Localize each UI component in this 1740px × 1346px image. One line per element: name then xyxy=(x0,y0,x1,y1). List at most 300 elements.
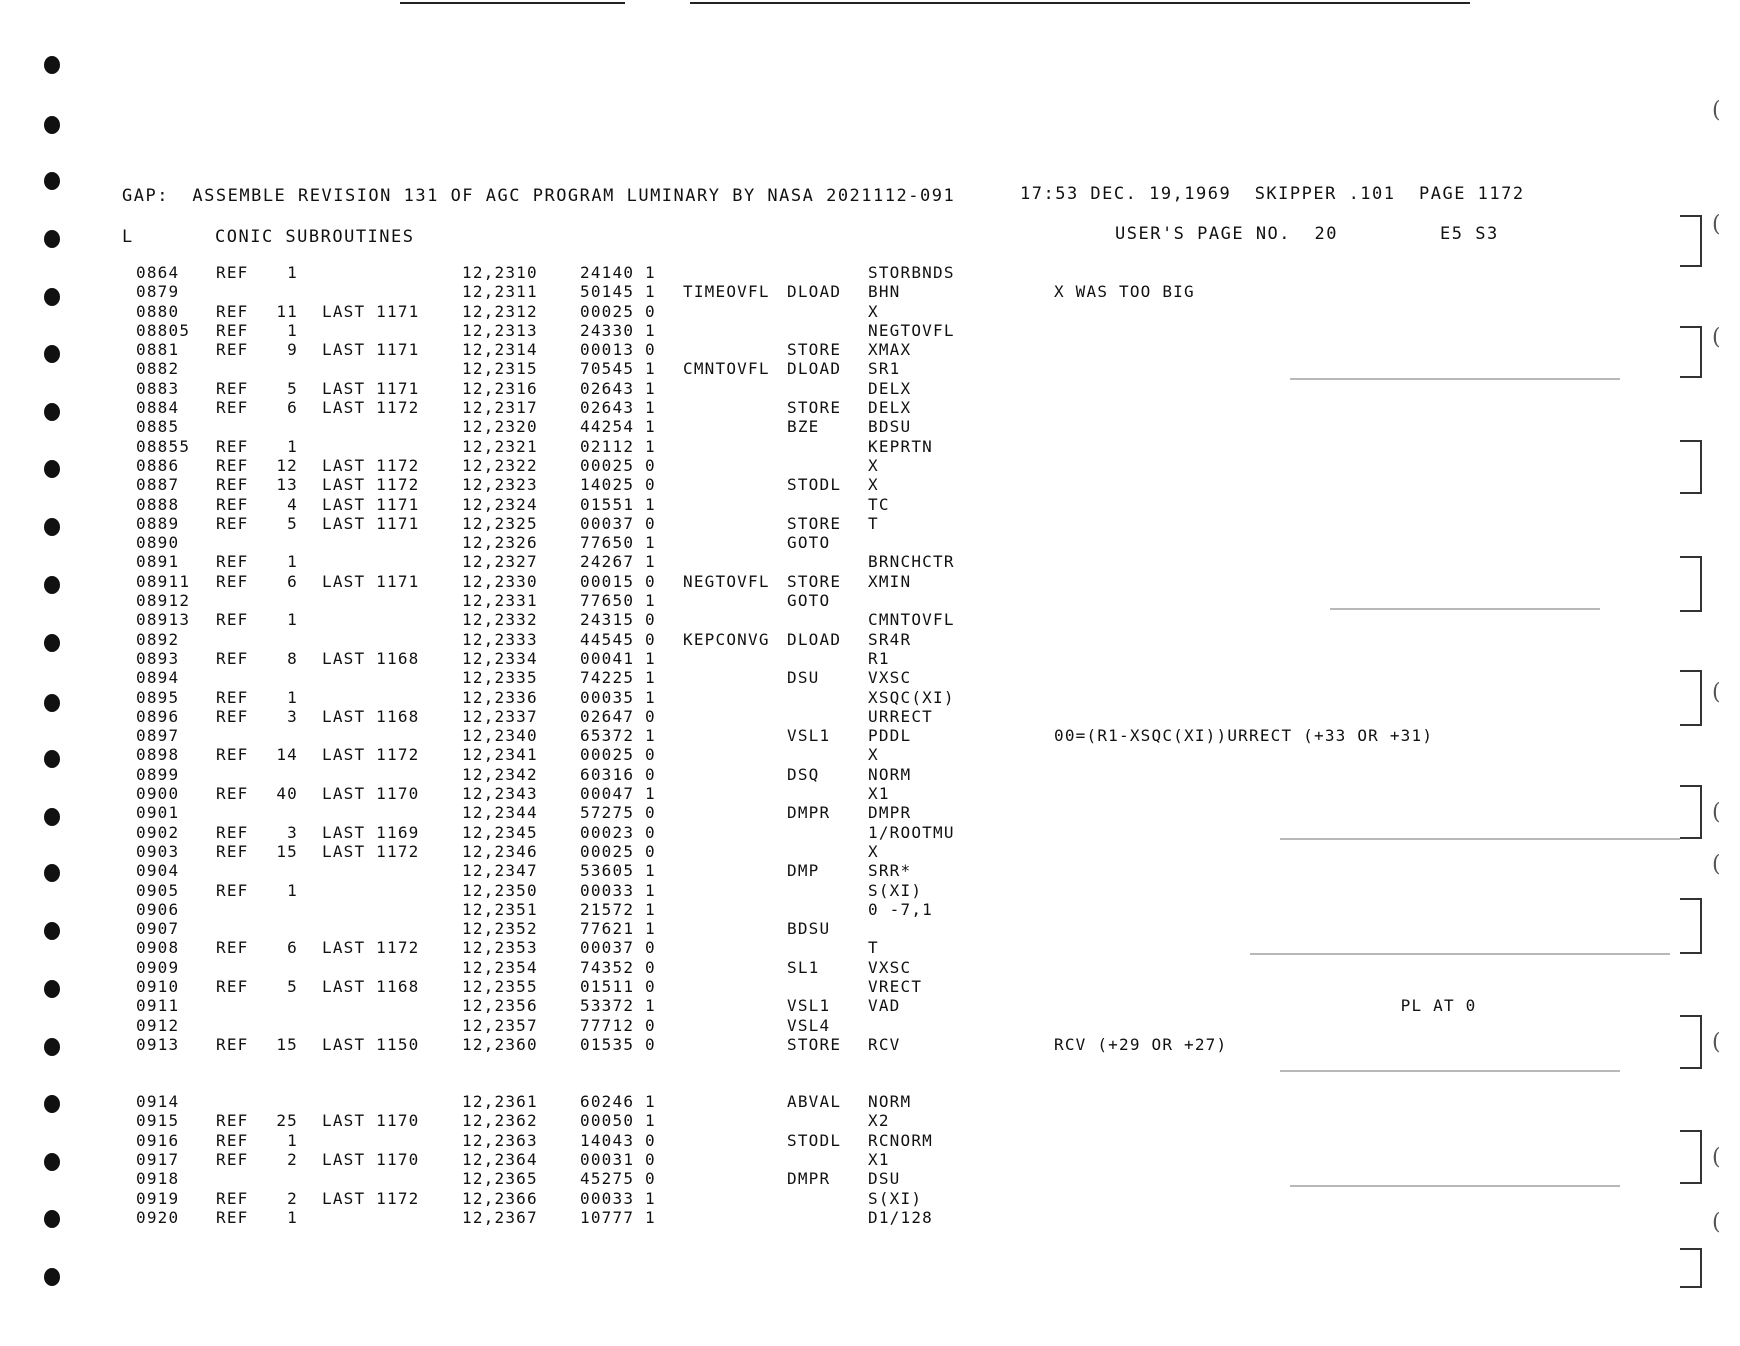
listing-row xyxy=(0,263,1740,282)
line-number: 08913 xyxy=(136,610,191,630)
line-number: 0918 xyxy=(136,1169,180,1189)
ref-marker: REF xyxy=(216,513,249,533)
operand: STORBNDS xyxy=(868,263,955,282)
line-number: 08805 xyxy=(136,320,191,340)
octal-word: 24267 1 xyxy=(580,552,656,572)
listing-row xyxy=(0,302,1740,321)
line-number: 0897 xyxy=(136,726,180,746)
address: 12,2355 xyxy=(462,976,538,996)
address: 12,2341 xyxy=(462,745,538,765)
operand: D1/128 xyxy=(868,1207,933,1227)
opcode: BDSU xyxy=(787,919,831,939)
opcode: STODL xyxy=(787,475,842,495)
operand: SRR* xyxy=(868,861,912,881)
line-number: 0903 xyxy=(136,841,180,861)
listing-row xyxy=(0,572,1740,591)
octal-word: 00037 0 xyxy=(580,513,656,533)
last-ref: LAST 1168 xyxy=(322,706,420,726)
address: 12,2365 xyxy=(462,1169,538,1189)
listing-row xyxy=(0,340,1740,359)
sprocket-hole xyxy=(44,1268,60,1286)
ref-marker: REF xyxy=(216,494,249,514)
listing-row xyxy=(0,745,1740,764)
octal-word: 45275 0 xyxy=(580,1169,656,1189)
operand: XMIN xyxy=(868,571,912,591)
listing-row xyxy=(0,514,1740,533)
octal-word: 00033 1 xyxy=(580,1188,656,1208)
ref-count: 8 xyxy=(287,648,298,668)
listing-row xyxy=(0,765,1740,784)
symbol-label: TIMEOVFL xyxy=(683,282,770,302)
operand: SR4R xyxy=(868,629,912,649)
listing-row xyxy=(0,996,1740,1015)
line-number: 08855 xyxy=(136,436,191,456)
assembly-listing xyxy=(0,263,1740,1227)
operand: X xyxy=(868,745,879,765)
listing-row xyxy=(0,379,1740,398)
line-number: 0886 xyxy=(136,455,180,475)
listing-row xyxy=(0,649,1740,668)
line-number: 0905 xyxy=(136,880,180,900)
line-number: 0889 xyxy=(136,513,180,533)
operand: XMAX xyxy=(868,340,912,360)
operand: RCV xyxy=(868,1034,901,1054)
opcode: SL1 xyxy=(787,957,820,977)
last-ref: LAST 1172 xyxy=(322,455,420,475)
operand: S(XI) xyxy=(868,1188,923,1208)
opcode: STORE xyxy=(787,340,842,360)
listing-row xyxy=(0,282,1740,301)
operand: PDDL xyxy=(868,726,912,746)
operand: VRECT xyxy=(868,976,923,996)
ref-marker: REF xyxy=(216,822,249,842)
line-number: 08912 xyxy=(136,591,191,611)
operand: X xyxy=(868,841,879,861)
listing-row xyxy=(0,784,1740,803)
octal-word: 00025 0 xyxy=(580,455,656,475)
ref-marker: REF xyxy=(216,648,249,668)
octal-word: 00041 1 xyxy=(580,648,656,668)
listing-row xyxy=(0,321,1740,340)
ref-marker: REF xyxy=(216,706,249,726)
address: 12,2352 xyxy=(462,919,538,939)
address: 12,2337 xyxy=(462,706,538,726)
listing-row xyxy=(0,977,1740,996)
address: 12,2332 xyxy=(462,610,538,630)
last-ref: LAST 1168 xyxy=(322,976,420,996)
address: 12,2343 xyxy=(462,784,538,804)
line-number: 0911 xyxy=(136,996,180,1016)
line-number: 0887 xyxy=(136,475,180,495)
ref-count: 5 xyxy=(287,378,298,398)
operand: X xyxy=(868,455,879,475)
octal-word: 01535 0 xyxy=(580,1034,656,1054)
opcode: STORE xyxy=(787,398,842,418)
octal-word: 74352 0 xyxy=(580,957,656,977)
operand: CMNTOVFL xyxy=(868,610,955,630)
opcode: VSL1 xyxy=(787,996,831,1016)
listing-row xyxy=(0,1111,1740,1130)
line-number: 0882 xyxy=(136,359,180,379)
ref-count: 1 xyxy=(287,880,298,900)
opcode: DSU xyxy=(787,668,820,688)
operand: NORM xyxy=(868,764,912,784)
line-number: 0898 xyxy=(136,745,180,765)
listing-row xyxy=(0,688,1740,707)
edge-mark: ( xyxy=(1712,98,1721,123)
listing-row xyxy=(0,1150,1740,1169)
ref-count: 25 xyxy=(276,1111,298,1131)
octal-word: 77621 1 xyxy=(580,919,656,939)
line-number: 0904 xyxy=(136,861,180,881)
address: 12,2327 xyxy=(462,552,538,572)
line-number: 0916 xyxy=(136,1130,180,1150)
address: 12,2363 xyxy=(462,1130,538,1150)
operand: X1 xyxy=(868,1150,890,1170)
listing-row xyxy=(0,1035,1740,1054)
opcode: GOTO xyxy=(787,533,831,553)
address: 12,2331 xyxy=(462,591,538,611)
ref-count: 1 xyxy=(287,552,298,572)
address: 12,2367 xyxy=(462,1207,538,1227)
opcode: DLOAD xyxy=(787,359,842,379)
opcode: DMPR xyxy=(787,803,831,823)
last-ref: LAST 1171 xyxy=(322,378,420,398)
address: 12,2334 xyxy=(462,648,538,668)
octal-word: 57275 0 xyxy=(580,803,656,823)
listing-row xyxy=(0,1092,1740,1111)
octal-word: 01551 1 xyxy=(580,494,656,514)
operand: BHN xyxy=(868,282,901,302)
line-number: 0891 xyxy=(136,552,180,572)
ref-count: 15 xyxy=(276,841,298,861)
ref-count: 1 xyxy=(287,263,298,282)
ref-count: 12 xyxy=(276,455,298,475)
octal-word: 00013 0 xyxy=(580,340,656,360)
octal-word: 70545 1 xyxy=(580,359,656,379)
address: 12,2366 xyxy=(462,1188,538,1208)
octal-word: 50145 1 xyxy=(580,282,656,302)
listing-row xyxy=(0,919,1740,938)
ref-marker: REF xyxy=(216,784,249,804)
address: 12,2344 xyxy=(462,803,538,823)
operand: DMPR xyxy=(868,803,912,823)
listing-row xyxy=(0,726,1740,745)
address: 12,2330 xyxy=(462,571,538,591)
address: 12,2316 xyxy=(462,378,538,398)
listing-row xyxy=(0,938,1740,957)
address: 12,2310 xyxy=(462,263,538,282)
address: 12,2335 xyxy=(462,668,538,688)
octal-word: 00050 1 xyxy=(580,1111,656,1131)
last-ref: LAST 1172 xyxy=(322,1188,420,1208)
ref-count: 2 xyxy=(287,1150,298,1170)
line-number: 0917 xyxy=(136,1150,180,1170)
line-number: 0915 xyxy=(136,1111,180,1131)
address: 12,2325 xyxy=(462,513,538,533)
comment: 00=(R1-XSQC(XI))URRECT (+33 OR +31) xyxy=(1054,726,1434,746)
ref-marker: REF xyxy=(216,1150,249,1170)
opcode: DLOAD xyxy=(787,629,842,649)
last-ref: LAST 1171 xyxy=(322,513,420,533)
last-ref: LAST 1150 xyxy=(322,1034,420,1054)
octal-word: 60316 0 xyxy=(580,764,656,784)
operand: S(XI) xyxy=(868,880,923,900)
address: 12,2321 xyxy=(462,436,538,456)
listing-row xyxy=(0,1189,1740,1208)
address: 12,2346 xyxy=(462,841,538,861)
address: 12,2350 xyxy=(462,880,538,900)
ref-count: 3 xyxy=(287,822,298,842)
line-number: 0901 xyxy=(136,803,180,823)
octal-word: 00023 0 xyxy=(580,822,656,842)
octal-word: 53605 1 xyxy=(580,861,656,881)
address: 12,2333 xyxy=(462,629,538,649)
header-title: GAP: ASSEMBLE REVISION 131 OF AGC PROGRAM LUMINARY BY NASA 2021112-091 xyxy=(122,186,956,206)
ref-count: 6 xyxy=(287,398,298,418)
sprocket-hole xyxy=(44,116,60,134)
listing-row xyxy=(0,707,1740,726)
listing-row xyxy=(0,552,1740,571)
operand: NORM xyxy=(868,1092,912,1112)
address: 12,2354 xyxy=(462,957,538,977)
operand: 0 -7,1 xyxy=(868,899,933,919)
opcode: BZE xyxy=(787,417,820,437)
listing-row xyxy=(0,803,1740,822)
line-number: 0914 xyxy=(136,1092,180,1112)
operand: X2 xyxy=(868,1111,890,1131)
edge-mark: ( xyxy=(1712,680,1721,705)
last-ref: LAST 1170 xyxy=(322,784,420,804)
octal-word: 02112 1 xyxy=(580,436,656,456)
line-number: 0895 xyxy=(136,687,180,707)
ref-marker: REF xyxy=(216,455,249,475)
opcode: DSQ xyxy=(787,764,820,784)
operand: BDSU xyxy=(868,417,912,437)
opcode: STORE xyxy=(787,513,842,533)
opcode: DMPR xyxy=(787,1169,831,1189)
opcode: DMP xyxy=(787,861,820,881)
address: 12,2356 xyxy=(462,996,538,1016)
ref-marker: REF xyxy=(216,571,249,591)
octal-word: 24315 0 xyxy=(580,610,656,630)
listing-row xyxy=(0,533,1740,552)
octal-word: 14043 0 xyxy=(580,1130,656,1150)
listing-row xyxy=(0,842,1740,861)
comment: RCV (+29 OR +27) xyxy=(1054,1034,1228,1054)
edge-mark: ( xyxy=(1712,1145,1721,1170)
operand: 1/ROOTMU xyxy=(868,822,955,842)
line-number: 0919 xyxy=(136,1188,180,1208)
operand: DELX xyxy=(868,378,912,398)
listing-row xyxy=(0,1169,1740,1188)
ref-marker: REF xyxy=(216,687,249,707)
ref-count: 3 xyxy=(287,706,298,726)
ref-count: 5 xyxy=(287,513,298,533)
address: 12,2336 xyxy=(462,687,538,707)
last-ref: LAST 1170 xyxy=(322,1111,420,1131)
operand: RCNORM xyxy=(868,1130,933,1150)
ref-marker: REF xyxy=(216,552,249,572)
opcode: STODL xyxy=(787,1130,842,1150)
operand: DELX xyxy=(868,398,912,418)
edge-mark: ( xyxy=(1712,800,1721,825)
opcode: VSL4 xyxy=(787,1015,831,1035)
address: 12,2340 xyxy=(462,726,538,746)
ref-count: 1 xyxy=(287,1130,298,1150)
line-number: 0885 xyxy=(136,417,180,437)
line-number: 0910 xyxy=(136,976,180,996)
address: 12,2364 xyxy=(462,1150,538,1170)
octal-word: 00035 1 xyxy=(580,687,656,707)
ref-marker: REF xyxy=(216,320,249,340)
line-number: 0864 xyxy=(136,263,180,282)
operand: T xyxy=(868,513,879,533)
listing-row xyxy=(0,668,1740,687)
ref-count: 1 xyxy=(287,320,298,340)
line-number: 0883 xyxy=(136,378,180,398)
octal-word: 65372 1 xyxy=(580,726,656,746)
address: 12,2360 xyxy=(462,1034,538,1054)
line-number: 0879 xyxy=(136,282,180,302)
listing-row xyxy=(0,1131,1740,1150)
opcode: DLOAD xyxy=(787,282,842,302)
ref-marker: REF xyxy=(216,745,249,765)
address: 12,2362 xyxy=(462,1111,538,1131)
listing-row xyxy=(0,861,1740,880)
listing-row xyxy=(0,437,1740,456)
ref-count: 14 xyxy=(276,745,298,765)
octal-word: 74225 1 xyxy=(580,668,656,688)
ref-marker: REF xyxy=(216,1188,249,1208)
octal-word: 00047 1 xyxy=(580,784,656,804)
ref-count: 15 xyxy=(276,1034,298,1054)
ref-marker: REF xyxy=(216,301,249,321)
sprocket-hole xyxy=(44,56,60,74)
listing-row xyxy=(0,359,1740,378)
listing-row xyxy=(0,900,1740,919)
listing-row xyxy=(0,630,1740,649)
top-rule-right xyxy=(690,2,1470,4)
ref-count: 9 xyxy=(287,340,298,360)
operand: VXSC xyxy=(868,668,912,688)
symbol-label: KEPCONVG xyxy=(683,629,770,649)
last-ref: LAST 1172 xyxy=(322,745,420,765)
octal-word: 00037 0 xyxy=(580,938,656,958)
operand: TC xyxy=(868,494,890,514)
scan-bracket xyxy=(1680,1248,1702,1288)
line-number: 0913 xyxy=(136,1034,180,1054)
address: 12,2317 xyxy=(462,398,538,418)
listing-row xyxy=(0,823,1740,842)
ref-marker: REF xyxy=(216,378,249,398)
operand: NEGTOVFL xyxy=(868,320,955,340)
address: 12,2312 xyxy=(462,301,538,321)
symbol-label: CMNTOVFL xyxy=(683,359,770,379)
listing-row xyxy=(0,456,1740,475)
operand: R1 xyxy=(868,648,890,668)
operand: KEPRTN xyxy=(868,436,933,456)
ref-count: 40 xyxy=(276,784,298,804)
operand: X xyxy=(868,301,879,321)
octal-word: 77650 1 xyxy=(580,533,656,553)
operand: URRECT xyxy=(868,706,933,726)
sprocket-hole xyxy=(44,230,60,248)
octal-word: 02643 1 xyxy=(580,378,656,398)
line-number: 0892 xyxy=(136,629,180,649)
line-number: 0880 xyxy=(136,301,180,321)
ref-count: 4 xyxy=(287,494,298,514)
address: 12,2315 xyxy=(462,359,538,379)
last-ref: LAST 1172 xyxy=(322,938,420,958)
octal-word: 00031 0 xyxy=(580,1150,656,1170)
header-code: E5 S3 xyxy=(1440,224,1499,244)
comment: PL AT 0 xyxy=(1054,996,1477,1016)
symbol-label: NEGTOVFL xyxy=(683,571,770,591)
octal-word: 24330 1 xyxy=(580,320,656,340)
opcode: VSL1 xyxy=(787,726,831,746)
line-number: 0884 xyxy=(136,398,180,418)
opcode: ABVAL xyxy=(787,1092,842,1112)
address: 12,2357 xyxy=(462,1015,538,1035)
listing-row xyxy=(0,591,1740,610)
ref-count: 6 xyxy=(287,938,298,958)
listing-row xyxy=(0,958,1740,977)
last-ref: LAST 1171 xyxy=(322,494,420,514)
top-rule-left xyxy=(400,2,625,4)
ref-count: 1 xyxy=(287,1207,298,1227)
opcode: GOTO xyxy=(787,591,831,611)
last-ref: LAST 1171 xyxy=(322,571,420,591)
last-ref: LAST 1168 xyxy=(322,648,420,668)
octal-word: 21572 1 xyxy=(580,899,656,919)
section-letter: L xyxy=(122,227,134,247)
last-ref: LAST 1171 xyxy=(322,340,420,360)
line-number: 0888 xyxy=(136,494,180,514)
operand: X1 xyxy=(868,784,890,804)
octal-word: 24140 1 xyxy=(580,263,656,282)
section-title: CONIC SUBROUTINES xyxy=(215,227,415,247)
listing-row xyxy=(0,881,1740,900)
opcode: STORE xyxy=(787,571,842,591)
ref-count: 1 xyxy=(287,687,298,707)
operand: XSQC(XI) xyxy=(868,687,955,707)
ref-count: 6 xyxy=(287,571,298,591)
sprocket-hole xyxy=(44,172,60,190)
octal-word: 10777 1 xyxy=(580,1207,656,1227)
octal-word: 77712 0 xyxy=(580,1015,656,1035)
last-ref: LAST 1172 xyxy=(322,841,420,861)
edge-mark: ( xyxy=(1712,325,1721,350)
octal-word: 14025 0 xyxy=(580,475,656,495)
operand: T xyxy=(868,938,879,958)
line-number: 0881 xyxy=(136,340,180,360)
line-number: 0907 xyxy=(136,919,180,939)
line-number: 0900 xyxy=(136,784,180,804)
address: 12,2345 xyxy=(462,822,538,842)
octal-word: 44254 1 xyxy=(580,417,656,437)
ref-marker: REF xyxy=(216,880,249,900)
line-number: 0912 xyxy=(136,1015,180,1035)
edge-mark: ( xyxy=(1712,1030,1721,1055)
octal-word: 77650 1 xyxy=(580,591,656,611)
address: 12,2342 xyxy=(462,764,538,784)
opcode: STORE xyxy=(787,1034,842,1054)
operand: X xyxy=(868,475,879,495)
octal-word: 44545 0 xyxy=(580,629,656,649)
last-ref: LAST 1169 xyxy=(322,822,420,842)
users-page-label: USER'S PAGE NO. 20 xyxy=(1115,224,1338,244)
